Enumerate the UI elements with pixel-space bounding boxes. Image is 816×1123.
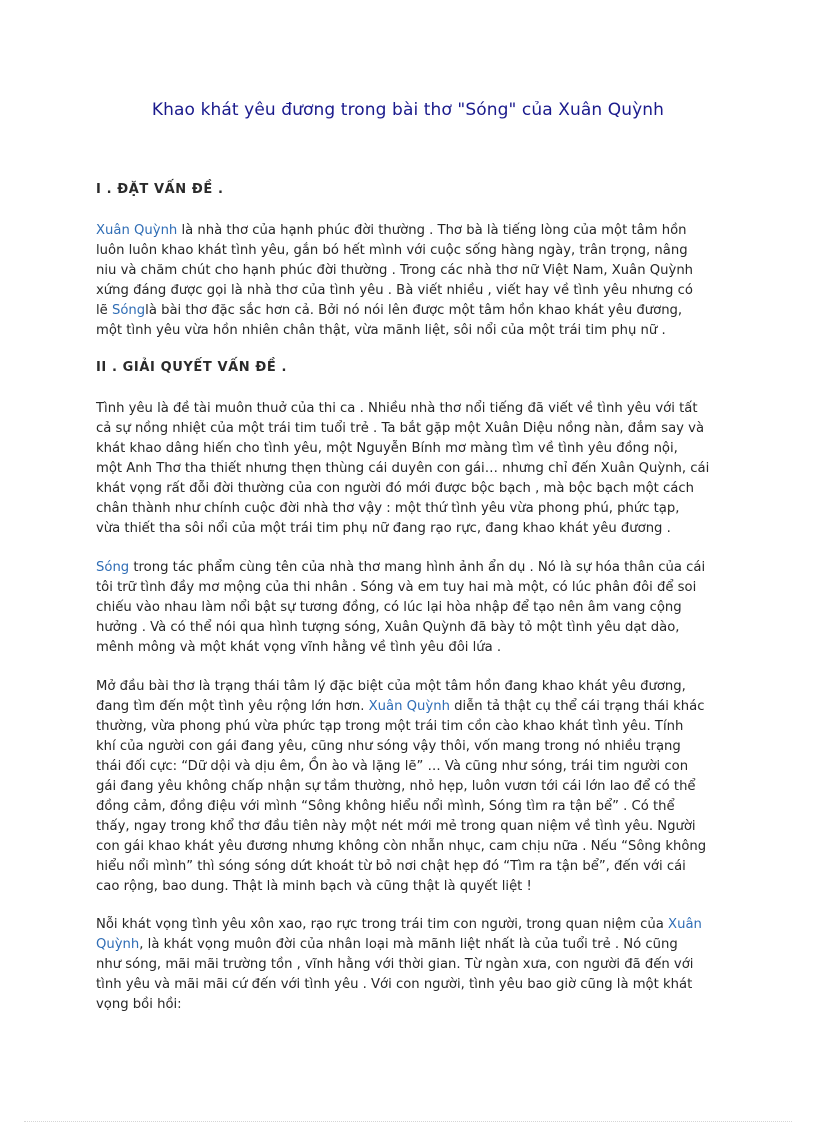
paragraph-line: xứng đáng được gọi là nhà thơ của tình yêu . Bà viết nhiều , viết hay về tình yêu nhưng có <box>96 283 693 298</box>
paragraph-line <box>96 221 726 241</box>
paragraph-line: gái đang yêu không chấp nhận sự tầm thường, nhỏ hẹp, luôn vươn tới cái lớn lao để có thể <box>96 779 696 794</box>
paragraph-aspiration <box>96 915 726 1015</box>
paragraph-line: đồng cảm, đồng điệu với mình “Sông không hiểu nổi mình, Sóng tìm ra tận bể” . Có thể <box>96 799 675 814</box>
paragraph-line <box>96 301 726 321</box>
page-bottom-divider <box>24 1121 792 1122</box>
paragraph-line: luôn luôn khao khát tình yêu, gắn bó hết mình với cuộc sống hàng ngày, trân trọng, nâng <box>96 243 688 258</box>
document-title: Khao khát yêu đương trong bài thơ "Sóng" của Xuân Quỳnh <box>151 100 665 120</box>
paragraph-intro <box>96 221 726 341</box>
text-span: đang tìm đến một tình yêu rộng lớn hơn. <box>96 699 369 714</box>
text-span: trong tác phẩm cùng tên của nhà thơ mang hình ảnh ẩn dụ . Nó là sự hóa thân của cái <box>129 560 706 575</box>
paragraph-line: chân thành như chính cuộc đời nhà thơ vậy : một thứ tình yêu vừa phong phú, phức tạp, <box>96 501 680 516</box>
text-span: , là khát vọng muôn đời của nhân loại mà mãnh liệt nhất là của tuổi trẻ . Nó cũng <box>139 937 678 952</box>
paragraph-line <box>96 915 726 935</box>
text-span: là nhà thơ của hạnh phúc đời thường . Thơ bà là tiếng lòng của một tâm hồn <box>177 223 687 238</box>
paragraph-line: cao rộng, bao dung. Thật là minh bạch và cũng thật là quyết liệt ! <box>96 879 532 894</box>
paragraph-line: Tình yêu là đề tài muôn thuở của thi ca . Nhiều nhà thơ nổi tiếng đã viết về tình yêu với tất <box>96 401 698 416</box>
paragraph-line: niu và chăm chút cho hạnh phúc đời thường . Trong các nhà thơ nữ Việt Nam, Xuân Quỳnh <box>96 263 694 278</box>
paragraph-line: con gái khao khát yêu đương nhưng không còn nhẫn nhục, cam chịu nữa . Nếu “Sông không <box>96 839 707 854</box>
paragraph-line: một Anh Thơ tha thiết nhưng thẹn thùng cái duyên con gái… nhưng chỉ đến Xuân Quỳnh, cái <box>96 461 710 476</box>
paragraph-line: tôi trữ tình đầy mơ mộng của thi nhân . Sóng và em tuy hai mà một, có lúc phân đôi để soi <box>96 580 697 595</box>
paragraph-line: một tình yêu vừa hồn nhiên chân thật, vừa mãnh liệt, sôi nổi của một trái tim phụ nữ . <box>96 323 666 338</box>
paragraph-line: vừa thiết tha sôi nổi của một trái tim phụ nữ đang rạo rực, đang khao khát yêu đương . <box>96 521 671 536</box>
author-link[interactable]: Xuân Quỳnh <box>96 223 178 238</box>
paragraph-line: Mở đầu bài thơ là trạng thái tâm lý đặc biệt của một tâm hồn đang khao khát yêu đương, <box>96 679 686 694</box>
text-span: lẽ <box>96 303 112 318</box>
paragraph-line: hưởng . Và có thể nói qua hình tượng sóng, Xuân Quỳnh đã bày tỏ một tình yêu dạt dào, <box>96 620 680 635</box>
author-link[interactable]: Xuân <box>668 917 702 932</box>
paragraph-line: hiểu nổi mình” thì sóng sóng dứt khoát từ bỏ nơi chật hẹp đó “Tìm ra tận bể”, đến với cái <box>96 859 686 874</box>
paragraph-theme <box>96 399 726 539</box>
paragraph-line: khát khao dâng hiến cho tình yêu, một Nguyễn Bính mơ màng tìm về tình yêu đồng nội, <box>96 441 678 456</box>
paragraph-line: thường, vừa phong phú vừa phức tạp trong một trái tim cồn cào khao khát tình yêu. Tính <box>96 719 684 734</box>
paragraph-song-image <box>96 558 726 658</box>
text-span: diễn tả thật cụ thể cái trạng thái khác <box>449 699 705 714</box>
author-link[interactable]: Xuân Quỳnh <box>368 699 450 714</box>
paragraph-opening <box>96 677 726 897</box>
paragraph-line: vọng bồi hồi: <box>96 997 182 1012</box>
paragraph-line <box>96 558 726 578</box>
section-heading-intro: I . ĐẶT VẤN ĐỀ . <box>96 182 224 197</box>
section-heading-body: II . GIẢI QUYẾT VẤN ĐỀ . <box>96 360 288 375</box>
paragraph-line: mênh mông và một khát vọng vĩnh hằng về tình yêu đôi lứa . <box>96 640 502 655</box>
paragraph-line: khí của người con gái đang yêu, cũng như sóng vậy thôi, vốn mang trong nó nhiều trạng <box>96 739 681 754</box>
paragraph-line: thái đối cực: “Dữ dội và dịu êm, Ồn ào và lặng lẽ” … Và cũng như sóng, trái tim người con <box>96 759 689 774</box>
text-span: là bài thơ đặc sắc hơn cả. Bởi nó nói lên được một tâm hồn khao khát yêu đương, <box>145 303 683 318</box>
author-link[interactable]: Quỳnh <box>96 937 140 952</box>
paragraph-line: tình yêu và mãi mãi cứ đến với tình yêu . Với con người, tình yêu bao giờ cũng là một khát <box>96 977 693 992</box>
paragraph-line: khát vọng rất đỗi đời thường của con người đó mới được bộc bạch , mà bộc bạch một cách <box>96 481 694 496</box>
paragraph-line: như sóng, mãi mãi trường tồn , vĩnh hằng với thời gian. Từ ngàn xưa, con người đã đến với <box>96 957 694 972</box>
paragraph-line: thấy, ngay trong khổ thơ đầu tiên này một nét mới mẻ trong quan niệm về tình yêu. Người <box>96 819 696 834</box>
paragraph-line <box>96 697 726 717</box>
poem-link[interactable]: Sóng <box>96 560 130 575</box>
poem-link[interactable]: Sóng <box>111 303 146 318</box>
paragraph-line: chiếu vào nhau làm nổi bật sự tương đồng, có lúc lại hòa nhập để tạo nên âm vang cộng <box>96 600 682 615</box>
paragraph-line <box>96 935 726 955</box>
text-span: Nỗi khát vọng tình yêu xôn xao, rạo rực trong trái tim con người, trong quan niệm của <box>96 917 669 932</box>
paragraph-line: cả sự nồng nhiệt của một trái tim tuổi trẻ . Ta bắt gặp một Xuân Diệu nồng nàn, đắm say và <box>96 421 705 436</box>
